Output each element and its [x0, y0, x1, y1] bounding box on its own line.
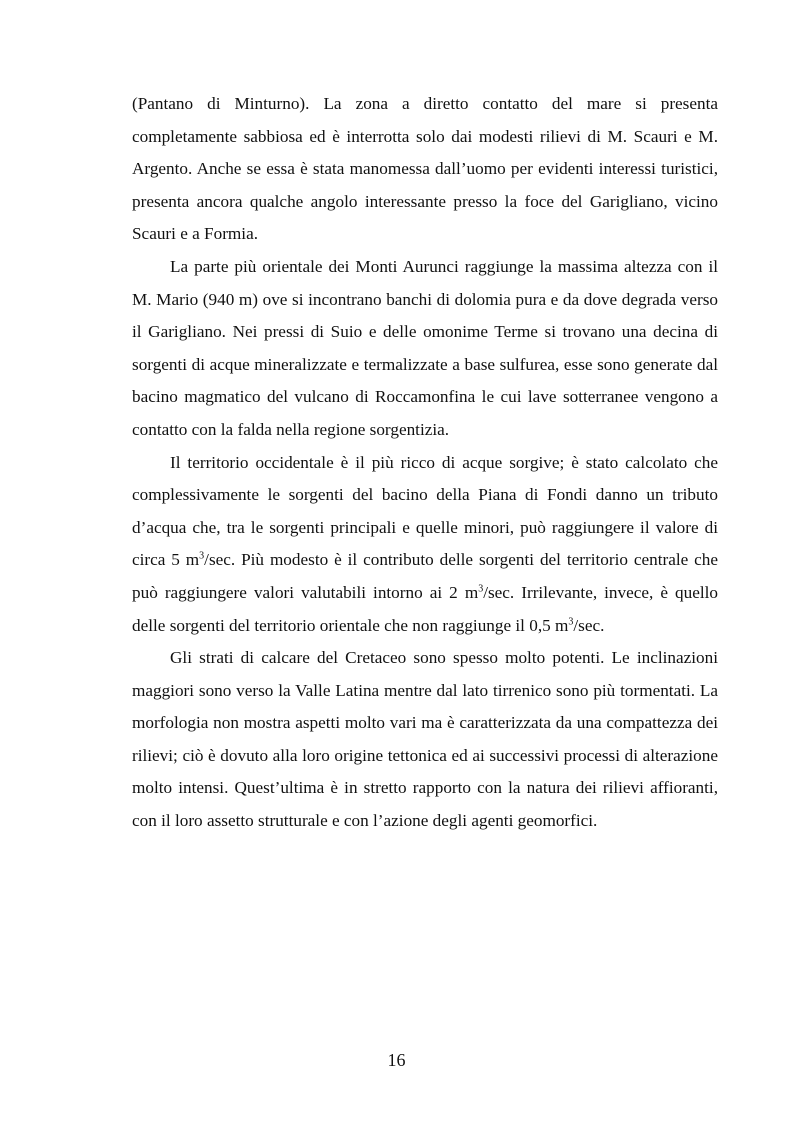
- paragraph-text: La parte più orientale dei Monti Aurunci raggiunge la massima altezza con il M. Mario (940 m) ove si incontrano banchi di dolomia pura e da dove degrada verso il Garigliano. Nei pressi di Suio e delle omonime Terme si trovano una decina di sorgenti di acque mineralizzate e termalizzate a base sulfurea, esse sono generate dal bacino magmatico del vulcano di Roccamonfina le cui lave sotterranee vengono a contatto con la falda nella regione sorgentizia.: [132, 256, 718, 439]
- superscript: 3: [199, 550, 205, 562]
- paragraph-3: [132, 447, 718, 643]
- page-number: 16: [387, 1050, 406, 1070]
- paragraph-text: Il territorio occidentale è il più ricco di acque sorgive; è stato calcolato che complessivamente le sorgenti del bacino della Piana di Fondi danno un tributo d’acqua che, tra le sorgenti principali e quelle minori, può raggiungere il valore di circa 5 m: [132, 452, 718, 570]
- body-text: [132, 88, 718, 838]
- paragraph-text: (Pantano di Minturno). La zona a diretto contatto del mare si presenta completamente sabbiosa ed è interrotta solo dai modesti rilievi di M. Scauri e M. Argento. Anche se essa è stata manomessa dall’uomo per evidenti interessi turistici, presenta ancora qualche angolo interessante presso la foce del Garigliano, vicino Scauri e a Formia.: [132, 94, 718, 244]
- superscript: 3: [568, 615, 574, 627]
- paragraph-text: /sec. Irrilevante, invece, è quello delle sorgenti del territorio orientale che non raggiunge il 0,5 m: [132, 582, 718, 635]
- paragraph-4: [132, 642, 718, 838]
- paragraph-1: [132, 88, 718, 251]
- paragraph-text: /sec.: [573, 615, 605, 635]
- paragraph-text: /sec. Più modesto è il contributo delle sorgenti del territorio centrale che può raggiungere valori valutabili intorno ai 2 m: [132, 550, 718, 602]
- paragraph-2: [132, 251, 718, 447]
- paragraph-text: Gli strati di calcare del Cretaceo sono spesso molto potenti. Le inclinazioni maggiori sono verso la Valle Latina mentre dal lato tirrenico sono più tormentati. La morfologia non mostra aspetti molto vari ma è caratterizzata da una compattezza dei rilievi; ciò è dovuto alla loro origine tettonica ed ai successivi processi di alterazione molto intensi. Quest’ultima è in stretto rapporto con la natura dei rilievi affioranti, con il loro assetto strutturale e con l’azione degli agenti geomorfici.: [132, 648, 718, 831]
- superscript: 3: [478, 583, 484, 595]
